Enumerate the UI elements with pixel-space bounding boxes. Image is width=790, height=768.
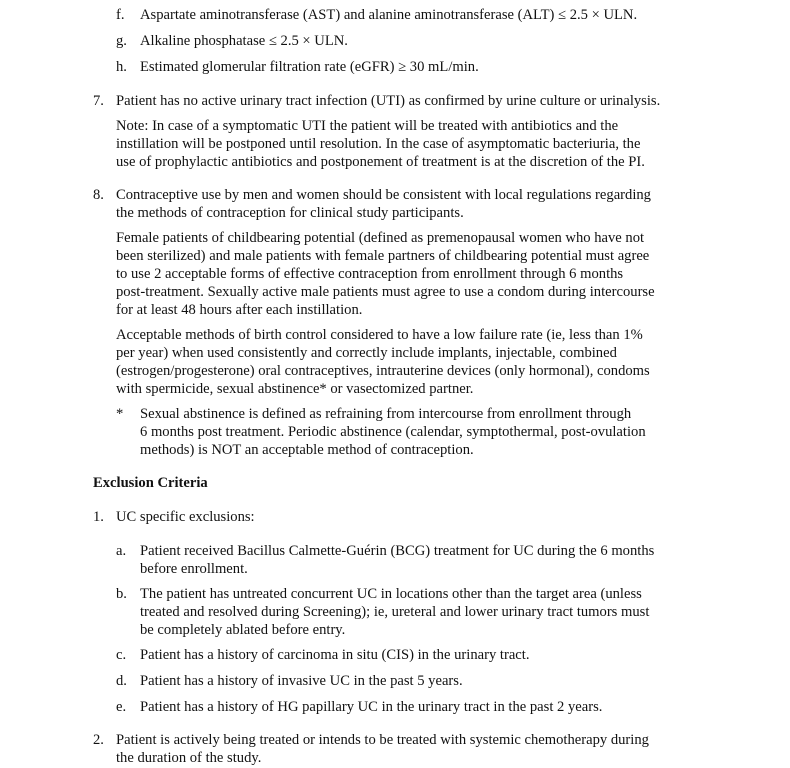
footnote-line: Sexual abstinence is defined as refraining from intercourse from enrollment through xyxy=(140,406,632,422)
paragraph-line: (estrogen/progesterone) oral contraceptives, intrauterine devices (only hormonal), condoms xyxy=(116,363,650,379)
list-item-text: Patient is actively being treated or intends to be treated with systemic chemotherapy during xyxy=(116,732,649,748)
list-marker: d. xyxy=(116,673,127,689)
list-item-text: Patient has a history of HG papillary UC in the urinary tract in the past 2 years. xyxy=(140,699,603,715)
paragraph-line: for at least 48 hours after each instillation. xyxy=(116,302,363,318)
list-marker: f. xyxy=(116,7,125,23)
list-item-text: Estimated glomerular filtration rate (eGFR) ≥ 30 mL/min. xyxy=(140,59,479,75)
paragraph-line: to use 2 acceptable forms of effective contraception from enrollment through 6 months xyxy=(116,266,624,282)
paragraph-line: Female patients of childbearing potential (defined as premenopausal women who have not xyxy=(116,230,645,246)
paragraph-line: post-treatment. Sexually active male patients must agree to use a condom during intercourse xyxy=(116,284,655,300)
paragraph-line: per year) when used consistently and correctly include implants, injectable, combined xyxy=(116,345,617,361)
footnote-line: methods) is NOT an acceptable method of contraception. xyxy=(140,442,474,458)
list-marker: b. xyxy=(116,586,127,602)
list-item-text: The patient has untreated concurrent UC in locations other than the target area (unless xyxy=(140,586,642,602)
list-item-text: Patient has a history of invasive UC in the past 5 years. xyxy=(140,673,463,689)
list-item-text: treated and resolved during Screening); ie, ureteral and lower urinary tract tumors must xyxy=(140,604,650,620)
list-item-text: Aspartate aminotransferase (AST) and alanine aminotransferase (ALT) ≤ 2.5 × ULN. xyxy=(140,7,638,23)
section-heading: Exclusion Criteria xyxy=(93,475,208,491)
footnote-line: 6 months post treatment. Periodic abstinence (calendar, symptothermal, post-ovulation xyxy=(140,424,646,440)
note-line: use of prophylactic antibiotics and postponement of treatment is at the discretion of the PI. xyxy=(116,154,645,170)
list-marker: h. xyxy=(116,59,127,75)
list-item-text: UC specific exclusions: xyxy=(116,509,255,525)
list-number: 7. xyxy=(93,93,104,109)
list-marker: c. xyxy=(116,647,127,663)
list-item-text: before enrollment. xyxy=(140,561,248,577)
list-number: 2. xyxy=(93,732,104,748)
list-item-text: Contraceptive use by men and women should be consistent with local regulations regarding xyxy=(116,187,651,203)
paragraph-line: been sterilized) and male patients with female partners of childbearing potential must agree xyxy=(116,248,650,264)
paragraph-line: Acceptable methods of birth control considered to have a low failure rate (ie, less than 1% xyxy=(116,327,643,343)
list-marker: e. xyxy=(116,699,127,715)
list-number: 8. xyxy=(93,187,104,203)
list-item-text: be completely ablated before entry. xyxy=(140,622,346,638)
note-line: Note: In case of a symptomatic UTI the patient will be treated with antibiotics and the xyxy=(116,118,619,134)
note-line: instillation will be postponed until resolution. In the case of asymptomatic bacteriuria, the xyxy=(116,136,641,152)
list-item-text: Patient received Bacillus Calmette-Guérin (BCG) treatment for UC during the 6 months xyxy=(140,543,655,559)
list-item-text: the methods of contraception for clinical study participants. xyxy=(116,205,464,221)
list-item-text: the duration of the study. xyxy=(116,750,262,766)
list-item-text: Patient has a history of carcinoma in situ (CIS) in the urinary tract. xyxy=(140,647,530,663)
footnote-marker: * xyxy=(116,406,124,422)
paragraph-line: with spermicide, sexual abstinence* or vasectomized partner. xyxy=(116,381,474,397)
list-item-text: Alkaline phosphatase ≤ 2.5 × ULN. xyxy=(140,33,348,49)
list-marker: g. xyxy=(116,33,127,49)
list-item-text: Patient has no active urinary tract infection (UTI) as confirmed by urine culture or urinalysis. xyxy=(116,93,661,109)
list-number: 1. xyxy=(93,509,104,525)
list-marker: a. xyxy=(116,543,127,559)
